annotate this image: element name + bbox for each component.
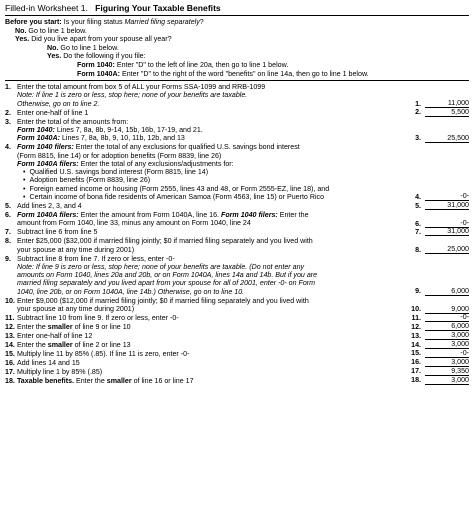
line-text-run: of line 16 or line 17 <box>131 376 194 385</box>
answer-line-number: 5. <box>415 201 421 210</box>
worksheet-line <box>5 350 469 358</box>
line-description <box>17 350 405 358</box>
line-description <box>17 118 405 126</box>
worksheet-line <box>5 118 469 143</box>
answer-line-number: 1. <box>415 99 421 108</box>
line-continuation <box>17 160 405 168</box>
line-text-run: Form 1040A filers: <box>17 159 79 168</box>
worksheet-line <box>5 297 469 314</box>
worksheet-lines <box>5 81 469 385</box>
before-start-label: Before you start: <box>5 18 62 26</box>
line-text-run: Subtract line 8 from line 7. If zero or less, enter -0- <box>17 254 175 263</box>
line-text-run: Multiply line 1 by 85% (.85) <box>17 367 103 376</box>
line-number: 16. <box>5 358 15 367</box>
line-description <box>17 228 405 236</box>
line-number: 7. <box>5 228 11 237</box>
answer-amount-field[interactable]: 6,000 <box>425 322 469 331</box>
exclusion-bullet: • Foreign earned income or housing (Form 2555, lines 43 and 48, or Form 2555-EZ, line 18), and <box>17 185 405 193</box>
answer-amount-field[interactable]: 3,000 <box>425 376 469 385</box>
line-number: 15. <box>5 349 15 358</box>
line-number: 18. <box>5 376 15 385</box>
line-description <box>17 314 405 322</box>
line-description <box>17 323 405 331</box>
answer-no <box>5 27 469 36</box>
worksheet-line <box>5 359 469 367</box>
worksheet-header <box>5 2 469 15</box>
line-number: 3. <box>5 117 11 126</box>
line-continuation <box>17 126 405 134</box>
line-continuation <box>17 263 405 271</box>
answer-line-number: 13. <box>411 331 421 340</box>
answer-amount-field[interactable]: 31,000 <box>425 227 469 236</box>
line-text-run: 1040, line 20b, or on Form 1040A, line 14b.) Otherwise, go on to line 10. <box>17 287 245 296</box>
line-text-run: Lines 7, 8a, 8b, 9-14, 15b, 16b, 17-19, and 21. <box>54 126 203 135</box>
line-number: 5. <box>5 202 11 211</box>
no-label: No. <box>15 26 27 35</box>
line-description <box>17 109 405 117</box>
answer-amount-field[interactable]: -0- <box>425 313 469 322</box>
worksheet-label: Filled-in Worksheet 1. <box>5 3 88 13</box>
line-description <box>17 211 405 219</box>
line-text-run: smaller <box>106 376 132 385</box>
form-1040a-label: Form 1040A: <box>77 69 120 78</box>
answer-amount-field[interactable]: 31,000 <box>425 201 469 210</box>
line-text-run: Form 1040A: <box>17 134 60 143</box>
line-text-run: Multiply line 11 by 85% (.85). If line 11 is zero, enter -0- <box>17 349 190 358</box>
line-continuation <box>17 246 405 254</box>
exclusion-bullet: • Certain income of bona fide residents of American Samoa (Form 4563, line 15) or Puerto Rico <box>17 193 405 201</box>
line-text-run: Form 1040 filers: <box>17 143 74 152</box>
answer-line-number: 14. <box>411 340 421 349</box>
line-text-run: Form 1040: <box>17 126 55 135</box>
line-text-run: your spouse at any time during 2001) <box>17 305 135 314</box>
answer-amount-field[interactable]: 9,000 <box>425 305 469 314</box>
line-text-run: Add lines 2, 3, and 4 <box>17 202 82 211</box>
yes-text: Did you live apart from your spouse all year? <box>31 35 172 44</box>
worksheet-line <box>5 368 469 376</box>
exclusion-bullet: • Qualified U.S. savings bond interest (Form 8815, line 14) <box>17 168 405 176</box>
answer-yes-no <box>5 44 469 53</box>
answer-yes <box>5 35 469 44</box>
no-text: Go to line 1 below. <box>28 26 87 35</box>
line-continuation <box>17 288 405 296</box>
worksheet-line <box>5 211 469 228</box>
line-description <box>17 202 405 210</box>
line-text-run: married filing separately and you lived apart from your spouse for all of 2001, enter -0- on Form <box>17 279 316 288</box>
filing-status-text: Married filing separately <box>124 18 200 26</box>
answer-line-number: 15. <box>411 349 421 358</box>
yes-no-text: Go to line 1 below. <box>60 43 119 52</box>
line-text-run: smaller <box>47 341 73 349</box>
worksheet-line <box>5 202 469 210</box>
worksheet-line <box>5 228 469 236</box>
answer-line-number: 2. <box>415 108 421 117</box>
line-text-run: amount from Form 1040, line 33, minus any amount on Form 1040, line 24 <box>17 219 251 228</box>
yes-yes-text: Do the following if you file: <box>63 52 146 61</box>
form-1040-label: Form 1040: <box>77 60 115 69</box>
line-description <box>17 332 405 340</box>
line-text-run: Lines 7, 8a, 8b, 9, 10, 11b, 12b, and 13 <box>59 134 185 143</box>
worksheet-line <box>5 377 469 385</box>
worksheet-line <box>5 83 469 108</box>
line-number: 8. <box>5 237 11 246</box>
line-text-run: amounts on Form 1040, lines 20a and 20b, or on Form 1040A, lines 14a and 14b. But if you are <box>17 271 318 280</box>
worksheet-line <box>5 332 469 340</box>
answer-amount-field[interactable]: 25,000 <box>425 245 469 254</box>
line-text-run: Taxable benefits. <box>17 376 75 385</box>
answer-line-number: 18. <box>411 376 421 385</box>
answer-amount-field[interactable]: 3,000 <box>425 358 469 367</box>
worksheet-line <box>5 341 469 349</box>
answer-amount-field[interactable]: -0- <box>425 219 469 228</box>
line-text-run: Form 1040A filers: <box>17 211 79 220</box>
form-1040-instruction <box>5 61 469 70</box>
answer-line-number: 4. <box>415 192 421 201</box>
answer-line-number: 8. <box>415 245 421 254</box>
answer-amount-field[interactable]: 6,000 <box>425 287 469 296</box>
line-number: 6. <box>5 211 11 220</box>
line-text-run: Enter $25,000 ($32,000 if married filing jointly; $0 if married filing separately and you lived with <box>17 237 313 246</box>
form-1040-text: Enter "D" to the left of line 20a, then go to line 1 below. <box>116 60 289 69</box>
line-text-run: Add lines 14 and 15 <box>17 358 80 367</box>
form-1040a-text: Enter "D" to the right of the word "benefits" on line 14a, then go to line 1 below. <box>121 69 369 78</box>
yes-yes-label: Yes. <box>47 52 62 61</box>
answer-line-number: 11. <box>411 313 421 322</box>
line-text-run: Subtract line 10 from line 9. If zero or less, enter -0- <box>17 314 179 323</box>
line-number: 2. <box>5 108 11 117</box>
line-description <box>17 237 405 245</box>
line-continuation <box>17 219 405 227</box>
worksheet-line <box>5 323 469 331</box>
line-description <box>17 368 405 376</box>
line-description <box>17 83 405 91</box>
line-description <box>17 255 405 263</box>
line-text-run: Note: If line 9 is zero or less, stop here; none of your benefits are taxable. (Do not enter any <box>17 262 305 271</box>
line-number: 14. <box>5 341 15 349</box>
line-number: 13. <box>5 332 15 341</box>
line-text-run: Enter the <box>17 323 48 332</box>
question-mark: ? <box>199 18 204 26</box>
line-text-run: Note: If line 1 is zero or less, stop here; none of your benefits are taxable. <box>17 91 248 100</box>
answer-amount-field[interactable]: 9,350 <box>425 367 469 376</box>
line-text-run: Enter the <box>277 211 309 220</box>
before-start-question <box>5 18 469 27</box>
answer-amount-field[interactable]: 25,500 <box>425 134 469 143</box>
answer-amount-field[interactable]: -0- <box>425 349 469 358</box>
line-text-run: Enter the amount from Form 1040A, line 16. <box>78 211 221 220</box>
line-text-run: Enter the <box>17 341 48 349</box>
line-number: 1. <box>5 83 11 92</box>
line-text-run: Enter the total of any exclusions for qualified U.S. savings bond interest <box>73 143 300 152</box>
line-number: 4. <box>5 143 11 152</box>
answer-yes-yes <box>5 52 469 61</box>
answer-amount-field[interactable]: 3,000 <box>425 340 469 349</box>
line-number: 12. <box>5 323 15 332</box>
answer-line-number: 6. <box>415 219 421 228</box>
line-text-run: Enter one-half of line 1 <box>17 108 89 117</box>
line-continuation <box>17 134 405 142</box>
answer-line-number: 7. <box>415 227 421 236</box>
worksheet-line <box>5 143 469 201</box>
line-text-run: Form 1040 filers: <box>220 211 278 220</box>
line-number: 9. <box>5 254 11 263</box>
line-text-run: of line 9 or line 10 <box>72 323 131 332</box>
answer-amount-field[interactable]: 5,500 <box>425 108 469 117</box>
line-continuation <box>17 271 405 279</box>
line-continuation <box>17 91 405 99</box>
line-continuation <box>17 152 405 160</box>
worksheet-title: Figuring Your Taxable Benefits <box>95 3 221 13</box>
form-1040a-instruction <box>5 70 469 79</box>
answer-line-number: 17. <box>411 367 421 376</box>
answer-line-number: 16. <box>411 358 421 367</box>
line-number: 11. <box>5 314 15 323</box>
line-text-run: Subtract line 6 from line 5 <box>17 228 98 237</box>
answer-line-number: 10. <box>411 305 421 314</box>
yes-no-label: No. <box>47 43 59 52</box>
line-text-run: Enter the total amount from box 5 of ALL your Forms SSA-1099 and RRB-1099 <box>17 83 266 92</box>
line-description <box>17 143 405 151</box>
answer-amount-field[interactable]: -0- <box>425 192 469 201</box>
line-continuation <box>17 100 405 108</box>
answer-amount-field[interactable]: 3,000 <box>425 331 469 340</box>
line-continuation <box>17 305 405 313</box>
before-you-start <box>5 16 469 80</box>
line-number: 17. <box>5 367 15 376</box>
worksheet-line <box>5 109 469 117</box>
line-text-run: smaller <box>47 323 73 332</box>
line-text-run: Enter one-half of line 12 <box>17 332 93 341</box>
worksheet-line <box>5 237 469 254</box>
line-text-run: of line 2 or line 13 <box>72 341 131 349</box>
line-description <box>17 359 405 367</box>
exclusion-bullet: • Adoption benefits (Form 8839, line 26) <box>17 176 405 184</box>
line-description <box>17 341 405 349</box>
line-text-run: (Form 8815, line 14) or for adoption benefits (Form 8839, line 26) <box>17 151 222 160</box>
answer-line-number: 3. <box>415 134 421 143</box>
answer-amount-field[interactable]: 11,000 <box>425 99 469 108</box>
worksheet-line <box>5 314 469 322</box>
line-continuation <box>17 279 405 287</box>
line-text-run: Enter the <box>74 376 107 385</box>
line-description <box>17 377 405 385</box>
before-start-text: Is your filing status <box>63 18 123 26</box>
line-text-run: Enter the total of any exclusions/adjustments for: <box>78 159 234 168</box>
line-text-run: Otherwise, go on to line 2. <box>17 99 100 108</box>
line-text-run: your spouse at any time during 2001) <box>17 245 135 254</box>
line-description <box>17 297 405 305</box>
line-number: 10. <box>5 296 15 305</box>
line-text-run: Enter the total of the amounts from: <box>17 117 129 126</box>
answer-line-number: 12. <box>411 322 421 331</box>
yes-label: Yes. <box>15 35 30 44</box>
answer-line-number: 9. <box>415 287 421 296</box>
line-text-run: Enter $9,000 ($12,000 if married filing jointly; $0 if married filing separately and you lived with <box>17 296 309 305</box>
worksheet-line <box>5 255 469 296</box>
